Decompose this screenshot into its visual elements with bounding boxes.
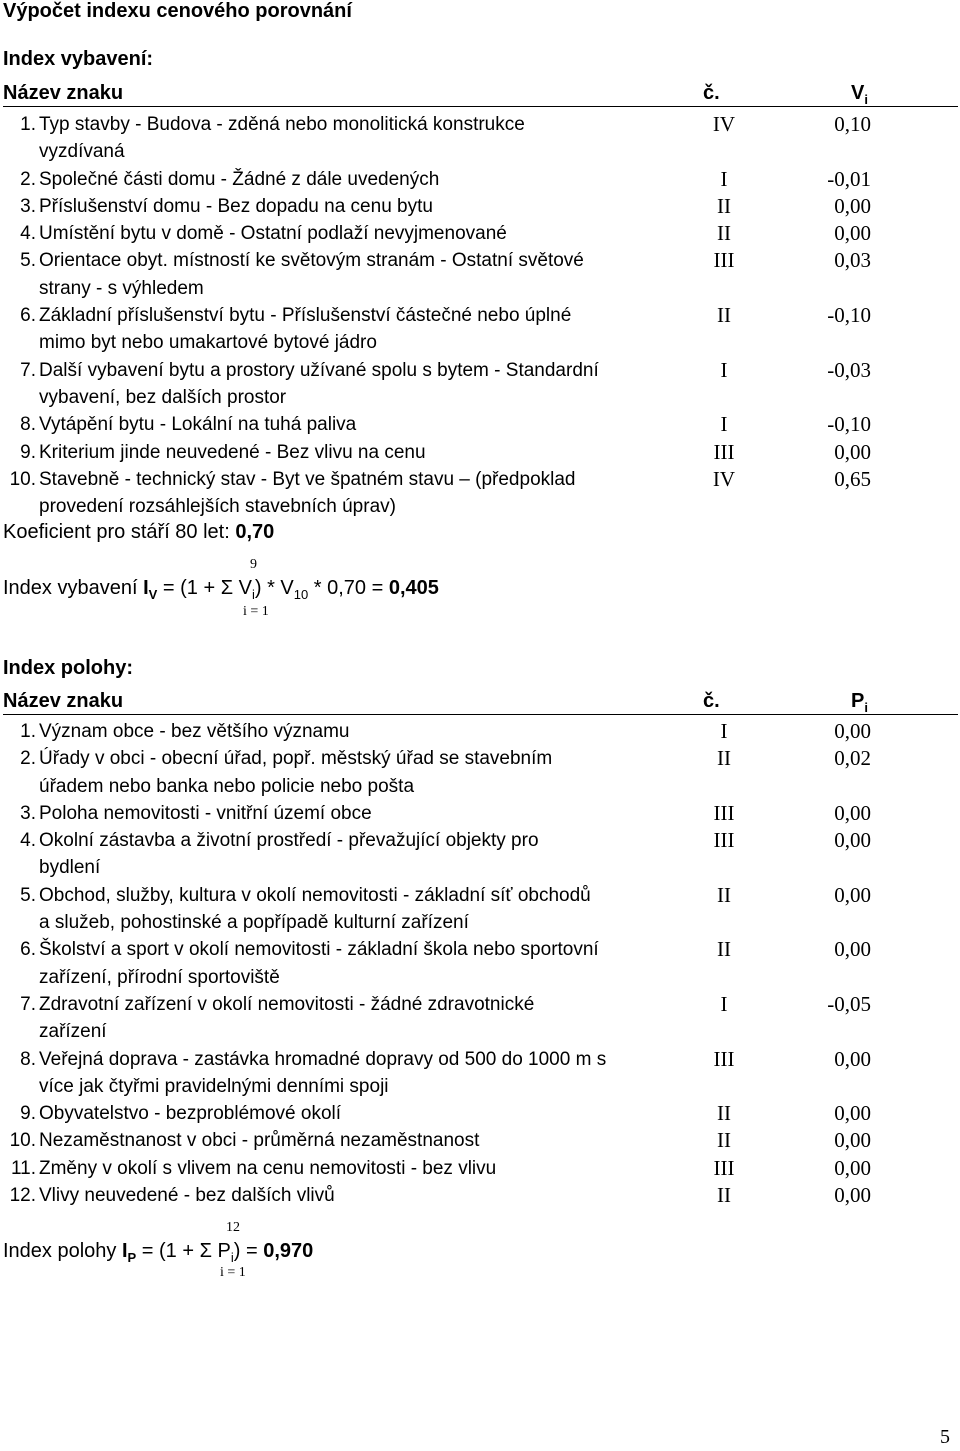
row-number: 6. xyxy=(20,939,36,961)
row-description: Význam obce - bez většího významu xyxy=(39,721,350,742)
row-description: bydlení xyxy=(39,857,101,879)
row-class xyxy=(689,329,759,356)
row-value xyxy=(759,964,871,991)
table-row xyxy=(0,773,960,800)
table-row xyxy=(0,936,960,963)
row-description: Úřady v obci - obecní úřad, popř. městský úřad se stavebním xyxy=(39,748,553,770)
table-row xyxy=(0,1046,960,1073)
row-class: III xyxy=(713,800,735,825)
row-class xyxy=(689,964,759,991)
column-name-header: Název znaku xyxy=(3,690,124,712)
row-description: provedení rozsáhlejších stavebních úprav) xyxy=(39,496,396,518)
table-row xyxy=(0,1127,960,1154)
row-description: Okolní zástavba a životní prostředí - převažující objekty pro xyxy=(39,830,539,852)
table-row xyxy=(0,111,960,138)
table-row xyxy=(0,991,960,1018)
row-number xyxy=(0,773,39,800)
table-row xyxy=(0,1155,960,1182)
table-row xyxy=(0,827,960,854)
row-description: Zdravotní zařízení v okolí nemovitosti - žádné zdravotnické xyxy=(39,993,535,1015)
table-row xyxy=(0,1018,960,1045)
row-description: Umístění bytu v domě - Ostatní podlaží nevyjmenované xyxy=(39,223,507,245)
row-number: 10. xyxy=(9,1130,36,1152)
row-number: 7. xyxy=(20,359,36,381)
table-row xyxy=(0,247,960,274)
row-number: 8. xyxy=(20,414,36,436)
row-class: II xyxy=(717,1128,731,1153)
equipment-table xyxy=(0,111,960,520)
row-description: Kriterium jinde neuvedené - Bez vlivu na cenu xyxy=(39,441,426,463)
table-row xyxy=(0,745,960,772)
row-class xyxy=(689,493,759,520)
row-class: III xyxy=(713,1046,735,1071)
row-number xyxy=(0,329,39,356)
table-row xyxy=(0,329,960,356)
row-description: Nezaměstnanost v obci - průměrná nezaměstnanost xyxy=(39,1130,480,1152)
row-class xyxy=(689,138,759,165)
table-row xyxy=(0,439,960,466)
row-description: Stavebně - technický stav - Byt ve špatném stavu – (předpoklad xyxy=(39,468,576,490)
age-coefficient: Koeficient pro stáří 80 let: 0,70 xyxy=(3,521,275,543)
row-class: I xyxy=(720,357,728,382)
row-value: 0,00 xyxy=(834,882,871,907)
row-value: 0,00 xyxy=(834,439,871,464)
row-number: 1. xyxy=(20,721,36,742)
sum-lower-limit: i = 1 xyxy=(243,604,269,619)
row-description: Společné části domu - Žádné z dále uvedených xyxy=(39,168,440,190)
row-description: Příslušenství domu - Bez dopadu na cenu bytu xyxy=(39,195,433,217)
row-description: strany - s výhledem xyxy=(39,277,204,299)
row-number: 9. xyxy=(20,1103,36,1125)
row-value: 0,00 xyxy=(834,800,871,825)
row-value xyxy=(759,493,871,520)
row-class: II xyxy=(717,1183,731,1208)
row-number: 6. xyxy=(20,305,36,327)
equipment-column-header xyxy=(3,82,958,107)
row-class xyxy=(689,1073,759,1100)
row-value xyxy=(759,773,871,800)
row-description: zařízení xyxy=(39,1021,107,1043)
row-class: II xyxy=(717,193,731,218)
row-value xyxy=(759,909,871,936)
table-row xyxy=(0,166,960,193)
row-description: Vlivy neuvedené - bez dalších vlivů xyxy=(39,1185,335,1207)
row-value: 0,03 xyxy=(834,248,871,273)
column-value-header: $V_i$ xyxy=(851,82,868,107)
column-value-header: $P_i$ xyxy=(851,690,868,715)
table-row xyxy=(0,411,960,438)
row-description: vybavení, bez dalších prostor xyxy=(39,386,287,408)
location-table xyxy=(0,718,960,1209)
equipment-heading: Index vybavení: xyxy=(3,48,154,70)
row-value: -0,05 xyxy=(827,991,871,1016)
location-heading: Index polohy: xyxy=(3,657,133,679)
row-value: 0,00 xyxy=(834,193,871,218)
row-class: II xyxy=(717,937,731,962)
row-number xyxy=(0,1018,39,1045)
location-column-header xyxy=(3,690,958,715)
row-class: III xyxy=(713,828,735,853)
row-value: -0,10 xyxy=(827,412,871,437)
column-name-header: Název znaku xyxy=(3,82,124,104)
row-value xyxy=(759,138,871,165)
row-class: II xyxy=(717,746,731,771)
row-value xyxy=(759,1018,871,1045)
row-class: II xyxy=(717,882,731,907)
row-number: 5. xyxy=(20,250,36,272)
row-number: 1. xyxy=(20,114,36,135)
row-value: 0,00 xyxy=(834,1128,871,1153)
row-class: IV xyxy=(712,112,736,136)
table-row xyxy=(0,357,960,384)
table-row xyxy=(0,964,960,991)
table-row xyxy=(0,854,960,881)
row-number: 4. xyxy=(20,223,36,245)
row-value xyxy=(759,329,871,356)
row-value xyxy=(759,1073,871,1100)
row-description: úřadem nebo banka nebo policie nebo pošta xyxy=(39,775,415,797)
row-value: 0,00 xyxy=(834,1183,871,1208)
table-row xyxy=(0,493,960,520)
row-class: I xyxy=(720,719,728,743)
column-class-header: č. xyxy=(703,690,720,712)
row-description: mimo byt nebo umakartové bytové jádro xyxy=(39,332,377,354)
row-value: 0,00 xyxy=(834,1046,871,1071)
row-description: Orientace obyt. místností ke světovým stranám - Ostatní světové xyxy=(39,250,584,272)
row-number xyxy=(0,1073,39,1100)
row-description: vyzdívaná xyxy=(39,141,125,163)
row-value: 0,00 xyxy=(834,719,871,743)
row-description: Obyvatelstvo - bezproblémové okolí xyxy=(39,1103,342,1125)
row-description: zařízení, přírodní sportoviště xyxy=(39,966,280,988)
table-row xyxy=(0,193,960,220)
table-row xyxy=(0,302,960,329)
row-value: 0,00 xyxy=(834,1155,871,1180)
row-number xyxy=(0,854,39,881)
row-class: I xyxy=(720,412,728,437)
row-number: 5. xyxy=(20,884,36,906)
row-description: Veřejná doprava - zastávka hromadné dopravy od 500 do 1000 m s xyxy=(39,1048,607,1070)
row-description: Poloha nemovitosti - vnitřní území obce xyxy=(39,802,372,824)
row-class: I xyxy=(720,166,728,191)
table-row xyxy=(0,384,960,411)
row-description: Školství a sport v okolí nemovitosti - základní škola nebo sportovní xyxy=(39,939,599,961)
row-value: 0,00 xyxy=(834,1101,871,1126)
table-row xyxy=(0,718,960,745)
row-number: 8. xyxy=(20,1048,36,1070)
row-description: více jak čtyřmi pravidelnými denními spoji xyxy=(39,1075,389,1097)
row-number xyxy=(0,275,39,302)
row-class: I xyxy=(720,991,728,1016)
row-value: 0,00 xyxy=(834,221,871,246)
row-class: II xyxy=(717,221,731,246)
row-value: 0,10 xyxy=(834,112,871,136)
row-description: Základní příslušenství bytu - Příslušenství částečné nebo úplné xyxy=(39,305,572,327)
row-value xyxy=(759,854,871,881)
row-number xyxy=(0,384,39,411)
row-class: III xyxy=(713,439,735,464)
row-class: II xyxy=(717,1101,731,1126)
row-number: 3. xyxy=(20,195,36,217)
row-description: Typ stavby - Budova - zděná nebo monolitická konstrukce xyxy=(39,114,525,135)
table-row xyxy=(0,1073,960,1100)
row-number: 7. xyxy=(20,993,36,1015)
row-value: -0,10 xyxy=(827,303,871,328)
row-number: 2. xyxy=(20,168,36,190)
row-number xyxy=(0,909,39,936)
row-value: -0,03 xyxy=(827,357,871,382)
row-class xyxy=(689,854,759,881)
column-class-header: č. xyxy=(703,82,720,104)
row-number xyxy=(0,964,39,991)
row-number: 10. xyxy=(9,468,36,490)
table-row xyxy=(0,220,960,247)
row-value: 0,65 xyxy=(834,466,871,491)
sum-upper-limit: 12 xyxy=(226,1220,240,1235)
row-class xyxy=(689,275,759,302)
row-number: 9. xyxy=(20,441,36,463)
page-title: Výpočet indexu cenového porovnání xyxy=(3,0,352,22)
row-class xyxy=(689,1018,759,1045)
table-row xyxy=(0,466,960,493)
row-description: Další vybavení bytu a prostory užívané spolu s bytem - Standardní xyxy=(39,359,599,381)
row-value xyxy=(759,275,871,302)
table-row xyxy=(0,138,960,165)
row-value xyxy=(759,384,871,411)
table-row xyxy=(0,882,960,909)
sum-upper-limit: 9 xyxy=(250,557,257,572)
row-class: IV xyxy=(712,466,736,491)
row-class xyxy=(689,909,759,936)
table-row xyxy=(0,1182,960,1209)
row-class: III xyxy=(713,1155,735,1180)
row-number: 4. xyxy=(20,830,36,852)
row-class xyxy=(689,384,759,411)
row-description: Vytápění bytu - Lokální na tuhá paliva xyxy=(39,414,357,436)
row-value: -0,01 xyxy=(827,166,871,191)
row-number xyxy=(0,138,39,165)
row-class: II xyxy=(717,303,731,328)
row-number xyxy=(0,493,39,520)
row-number: 12. xyxy=(9,1185,36,1207)
row-class xyxy=(689,773,759,800)
row-description: Obchod, služby, kultura v okolí nemovitosti - základní síť obchodů xyxy=(39,884,591,906)
location-formula: Index polohy $I_P = (1 + \Sigma$ $P_i) = 0,970$ xyxy=(3,1240,314,1265)
table-row xyxy=(0,1100,960,1127)
page-number: 5 xyxy=(940,1426,950,1448)
row-number: 3. xyxy=(20,802,36,824)
row-value: 0,00 xyxy=(834,937,871,962)
sum-lower-limit: i = 1 xyxy=(220,1265,246,1280)
row-value: 0,00 xyxy=(834,828,871,853)
table-row xyxy=(0,909,960,936)
row-number: 11. xyxy=(10,1157,36,1179)
equipment-formula: Index vybavení $I_V = (1 + \Sigma$ $V_i) * V_{10} * 0,70 = 0,405$ xyxy=(3,577,439,602)
row-value: 0,02 xyxy=(834,746,871,771)
table-row xyxy=(0,800,960,827)
row-class: III xyxy=(713,248,735,273)
row-description: Změny v okolí s vlivem na cenu nemovitosti - bez vlivu xyxy=(39,1157,497,1179)
row-description: a služeb, pohostinské a popřípadě kulturní zařízení xyxy=(39,912,469,934)
row-number: 2. xyxy=(20,748,36,770)
table-row xyxy=(0,275,960,302)
